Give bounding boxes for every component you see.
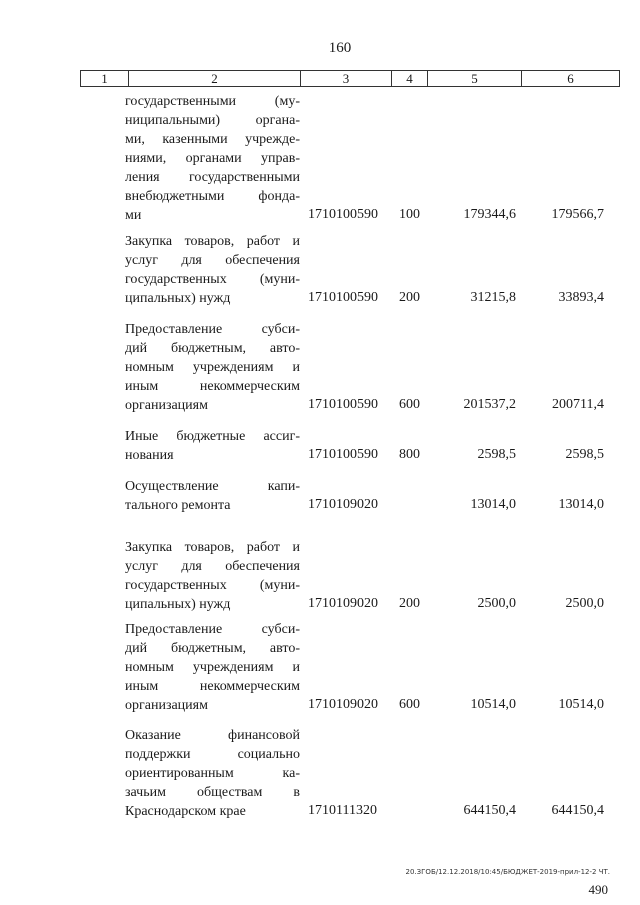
description-line: ориентированным ка- — [125, 766, 300, 781]
description-line: Оказание финансовой — [125, 728, 300, 743]
amount-2019: 31215,8 — [470, 290, 516, 305]
description-line: зачьим обществам в — [125, 785, 300, 800]
description-line: поддержки социально — [125, 747, 300, 762]
amount-2019: 2598,5 — [477, 447, 516, 462]
description-line: ципальных) нужд — [125, 291, 231, 306]
description-line: Предоставление субси- — [125, 622, 300, 637]
row-description — [125, 320, 300, 415]
amount-2020: 2500,0 — [565, 596, 604, 611]
amount-2020: 179566,7 — [551, 207, 604, 222]
description-line: Иные бюджетные ассиг- — [125, 429, 300, 444]
description-line: дий бюджетным, авто- — [125, 641, 300, 656]
amount-2020: 33893,4 — [558, 290, 604, 305]
row-description — [125, 232, 300, 308]
description-line: услуг для обеспечения — [125, 253, 300, 268]
target-code: 1710109020 — [308, 697, 378, 712]
target-code: 1710111320 — [308, 803, 377, 818]
footer-note: 20.ЗГОБ/12.12.2018/10:45/БЮДЖЕТ-2019-прил-12-2 ЧТ. — [405, 868, 610, 876]
target-code: 1710109020 — [308, 497, 378, 512]
header-col-4: 4 — [392, 71, 428, 86]
description-line: услуг для обеспечения — [125, 559, 300, 574]
row-description — [125, 477, 300, 515]
description-line: нования — [125, 448, 174, 463]
description-line: Осуществление капи- — [125, 479, 300, 494]
expense-type: 200 — [399, 290, 420, 305]
description-line: иным некоммерческим — [125, 679, 300, 694]
header-col-5: 5 — [428, 71, 522, 86]
amount-2019: 201537,2 — [463, 397, 516, 412]
header-col-1: 1 — [81, 71, 129, 86]
description-line: государственными (му- — [125, 94, 300, 109]
amount-2019: 10514,0 — [470, 697, 516, 712]
row-description — [125, 726, 300, 821]
row-description — [125, 427, 300, 465]
target-code: 1710100590 — [308, 447, 378, 462]
description-line: внебюджетными фонда- — [125, 189, 300, 204]
description-line: организациям — [125, 398, 208, 413]
amount-2020: 10514,0 — [558, 697, 604, 712]
expense-type: 600 — [399, 397, 420, 412]
description-line: Закупка товаров, работ и — [125, 234, 300, 249]
description-line: номным учреждениям и — [125, 660, 300, 675]
amount-2020: 2598,5 — [565, 447, 604, 462]
amount-2019: 644150,4 — [463, 803, 516, 818]
description-line: ниями, органами управ- — [125, 151, 300, 166]
description-line: Краснодарском крае — [125, 804, 246, 819]
description-line: тального ремонта — [125, 498, 231, 513]
amount-2019: 179344,6 — [463, 207, 516, 222]
footer-page-number: 490 — [588, 882, 608, 897]
description-line: дий бюджетным, авто- — [125, 341, 300, 356]
header-col-3: 3 — [301, 71, 392, 86]
description-line: иным некоммерческим — [125, 379, 300, 394]
page-number: 160 — [328, 40, 352, 56]
description-line: номным учреждениям и — [125, 360, 300, 375]
expense-type: 600 — [399, 697, 420, 712]
target-code: 1710109020 — [308, 596, 378, 611]
expense-type: 200 — [399, 596, 420, 611]
target-code: 1710100590 — [308, 207, 378, 222]
amount-2020: 644150,4 — [551, 803, 604, 818]
description-line: Закупка товаров, работ и — [125, 540, 300, 555]
description-line: государственных (муни- — [125, 272, 300, 287]
row-description — [125, 92, 300, 225]
row-description — [125, 620, 300, 715]
amount-2019: 13014,0 — [470, 497, 516, 512]
header-col-2: 2 — [129, 71, 301, 86]
row-description — [125, 538, 300, 614]
description-line: государственных (муни- — [125, 578, 300, 593]
amount-2019: 2500,0 — [477, 596, 516, 611]
description-line: ми — [125, 208, 142, 223]
description-line: ципальных) нужд — [125, 597, 231, 612]
expense-type: 800 — [399, 447, 420, 462]
description-line: Предоставление субси- — [125, 322, 300, 337]
amount-2020: 200711,4 — [552, 397, 604, 412]
amount-2020: 13014,0 — [558, 497, 604, 512]
description-line: ниципальными) органа- — [125, 113, 300, 128]
table-header — [80, 70, 620, 87]
expense-type: 100 — [399, 207, 420, 222]
description-line: ления государственными — [125, 170, 300, 185]
target-code: 1710100590 — [308, 397, 378, 412]
target-code: 1710100590 — [308, 290, 378, 305]
description-line: ми, казенными учрежде- — [125, 132, 300, 147]
header-col-6: 6 — [567, 71, 574, 86]
description-line: организациям — [125, 698, 208, 713]
